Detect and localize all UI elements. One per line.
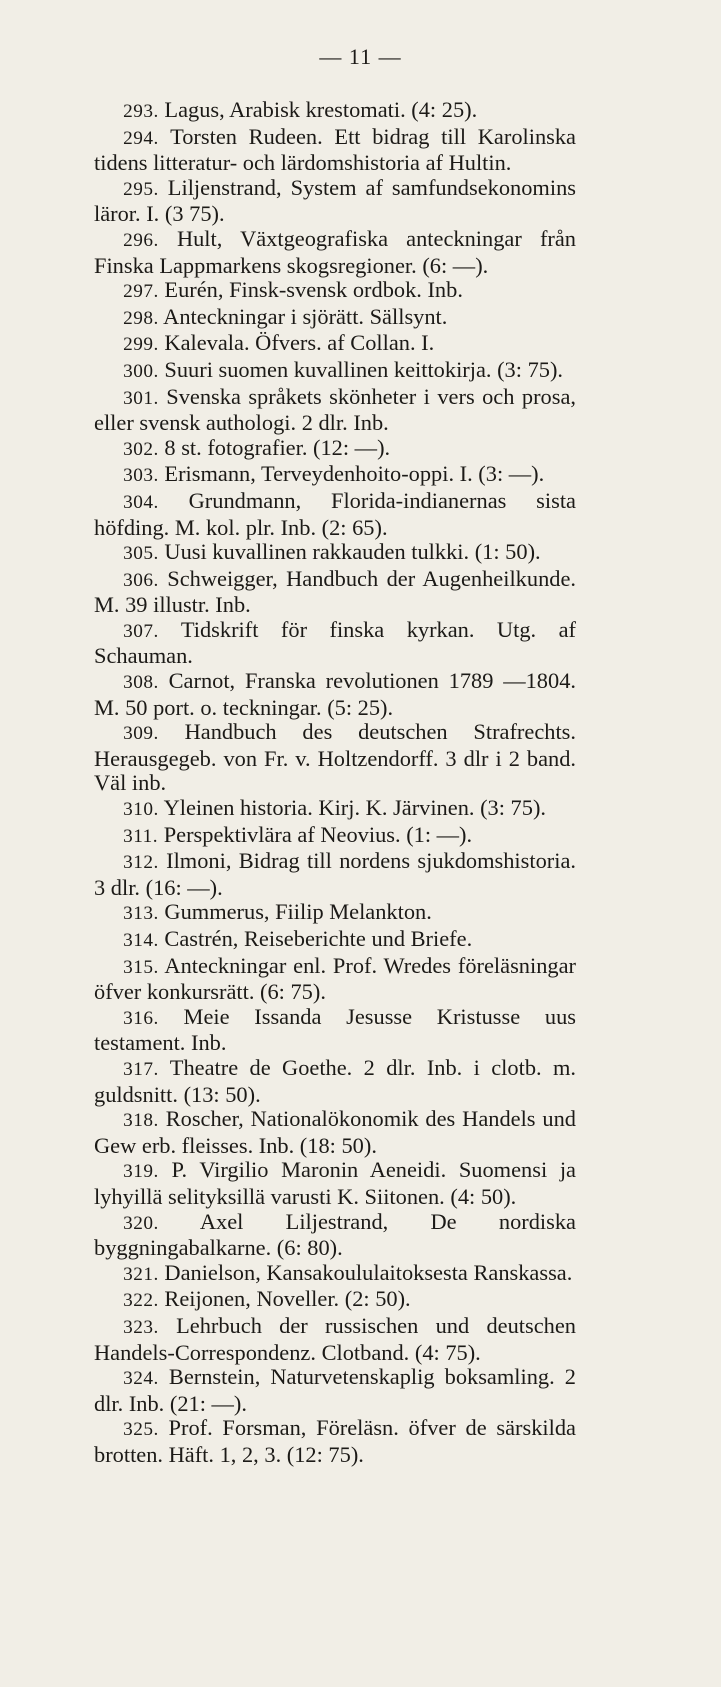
entry-text: Roscher, Nationalökonomik des Handels und Gew erb. fleisses. Inb. (18: 50). — [94, 1106, 576, 1158]
catalog-entry — [94, 125, 576, 176]
catalog-entry — [94, 227, 576, 278]
catalog-entry — [94, 900, 576, 927]
catalog-entry — [94, 849, 576, 900]
entry-number: 304. — [123, 491, 159, 513]
catalog-entry — [94, 1314, 576, 1365]
catalog-entry — [94, 669, 576, 720]
catalog-entry — [94, 567, 576, 618]
entry-number: 313. — [123, 903, 159, 925]
entry-text: Eurén, Finsk-svensk ordbok. Inb. — [164, 277, 463, 303]
entry-number: 324. — [123, 1368, 159, 1390]
entry-text: 8 st. fotografier. (12: —). — [164, 434, 391, 460]
entry-number: 310. — [123, 799, 159, 821]
entry-text: Axel Liljestrand, De nordiska byggningabalkarne. (6: 80). — [94, 1208, 576, 1261]
catalog-entry — [94, 278, 576, 305]
catalog-entry — [94, 1210, 576, 1261]
entry-text: Handbuch des deutschen Strafrechts. Herausgegeb. von Fr. v. Holtzendorff. 3 dlr i 2 band. Väl inb. — [94, 719, 576, 796]
catalog-entry — [94, 1261, 576, 1288]
entry-number: 323. — [123, 1316, 159, 1338]
entry-number: 316. — [123, 1007, 159, 1029]
catalog-entry — [94, 305, 576, 332]
entry-number: 317. — [123, 1058, 159, 1080]
catalog-entry — [94, 1365, 576, 1416]
catalog-entry — [94, 489, 576, 540]
entry-text: Schweigger, Handbuch der Augenheilkunde. M. 39 illustr. Inb. — [94, 565, 576, 618]
entry-number: 321. — [123, 1263, 159, 1285]
entry-text: Lehrbuch der russischen und deutschen Handels-Correspondenz. Clotband. (4: 75). — [94, 1312, 576, 1365]
page-number: — 11 — — [319, 44, 402, 69]
catalog-entry — [94, 618, 576, 669]
entry-number: 299. — [123, 334, 159, 356]
catalog-entry — [94, 823, 576, 850]
entry-text: Anteckningar i sjörätt. Sällsynt. — [163, 303, 448, 329]
entry-number: 309. — [123, 723, 159, 745]
catalog-entry — [94, 176, 576, 227]
entry-number: 322. — [123, 1290, 159, 1312]
catalog-entry — [94, 720, 576, 796]
entry-text: Bernstein, Naturvetenskaplig boksamling. 2 dlr. Inb. (21: —). — [94, 1364, 576, 1416]
entry-text: Prof. Forsman, Föreläsn. öfver de särskilda brotten. Häft. 1, 2, 3. (12: 75). — [94, 1415, 576, 1467]
catalog-entry — [94, 1287, 576, 1314]
entry-number: 308. — [123, 672, 159, 694]
entry-number: 307. — [123, 620, 159, 642]
entry-number: 295. — [123, 178, 159, 200]
entry-number: 315. — [123, 956, 159, 978]
entry-number: 294. — [123, 127, 159, 149]
entry-number: 314. — [123, 930, 159, 951]
entry-list — [94, 98, 576, 1467]
catalog-entry — [94, 1158, 576, 1209]
catalog-entry — [94, 331, 576, 358]
entry-text: Meie Issanda Jesusse Kristusse uus testament. Inb. — [94, 1003, 576, 1056]
catalog-entry — [94, 462, 576, 489]
entry-number: 305. — [123, 543, 159, 565]
catalog-entry — [94, 796, 576, 823]
entry-text: Hult, Växtgeografiska anteckningar från Finska Lappmarkens skogsregioner. (6: —). — [94, 225, 576, 278]
entry-text: Svenska språkets skönheter i vers och prosa, eller svensk authologi. 2 dlr. Inb. — [94, 383, 576, 436]
catalog-entry — [94, 436, 576, 463]
entry-text: Torsten Rudeen. Ett bidrag till Karolinska tidens litteratur- och lärdomshistoria af Hultin. — [94, 123, 576, 176]
entry-text: Erismann, Terveydenhoito-oppi. I. (3: —). — [164, 461, 545, 487]
entry-text: Reijonen, Noveller. (2: 50). — [164, 1286, 411, 1312]
entry-number: 302. — [123, 438, 159, 460]
catalog-entry — [94, 954, 576, 1005]
entry-number: 319. — [123, 1161, 159, 1183]
entry-text: Danielson, Kansakoululaitoksesta Ranskassa. — [164, 1259, 573, 1285]
entry-text: P. Virgilio Maronin Aeneidi. Suomensi ja lyhyillä selityksillä varusti K. Siitonen. (4: 50). — [94, 1157, 576, 1209]
catalog-entry — [94, 1107, 576, 1158]
entry-number: 303. — [123, 465, 159, 487]
catalog-entry — [94, 927, 576, 954]
entry-text: Lagus, Arabisk krestomati. (4: 25). — [164, 97, 478, 122]
catalog-entry — [94, 540, 576, 567]
entry-number: 311. — [123, 825, 159, 847]
catalog-entry — [94, 98, 576, 125]
entry-text: Tidskrift för finska kyrkan. Utg. af Schauman. — [94, 616, 576, 669]
entry-text: Carnot, Franska revolutionen 1789 —1804. M. 50 port. o. teckningar. (5: 25). — [94, 668, 576, 720]
entry-text: Uusi kuvallinen rakkauden tulkki. (1: 50). — [164, 539, 541, 565]
entry-text: Theatre de Goethe. 2 dlr. Inb. i clotb. m. guldsnitt. (13: 50). — [94, 1054, 576, 1107]
entry-number: 312. — [123, 852, 159, 874]
entry-text: Liljenstrand, System af samfundsekonomins läror. I. (3 75). — [94, 174, 576, 227]
entry-number: 300. — [123, 360, 159, 382]
catalog-entry — [94, 1005, 576, 1056]
entry-number: 325. — [123, 1419, 159, 1441]
entry-number: 296. — [123, 229, 159, 251]
entry-number: 301. — [123, 387, 159, 409]
entry-number: 297. — [123, 281, 159, 303]
entry-text: Suuri suomen kuvallinen keittokirja. (3: 75). — [164, 356, 564, 382]
entry-text: Yleinen historia. Kirj. K. Järvinen. (3: 75). — [163, 795, 547, 821]
catalog-entry — [94, 1056, 576, 1107]
catalog-entry — [94, 1416, 576, 1467]
entry-text: Gummerus, Fiilip Melankton. — [164, 899, 432, 925]
entry-text: Ilmoni, Bidrag till nordens sjukdomshistoria. 3 dlr. (16: —). — [94, 848, 576, 900]
entry-number: 298. — [123, 307, 159, 329]
entry-number: 293. — [123, 101, 159, 122]
entry-number: 320. — [123, 1212, 159, 1234]
entry-text: Castrén, Reiseberichte und Briefe. — [164, 926, 473, 951]
entry-number: 318. — [123, 1110, 159, 1132]
entry-text: Kalevala. Öfvers. af Collan. I. — [164, 330, 435, 356]
entry-text: Anteckningar enl. Prof. Wredes föreläsningar öfver konkursrätt. (6: 75). — [94, 952, 576, 1005]
entry-text: Perspektivlära af Neovius. (1: —). — [163, 821, 473, 847]
entry-text: Grundmann, Florida-indianernas sista höfding. M. kol. plr. Inb. (2: 65). — [94, 487, 576, 540]
catalog-entry — [94, 385, 576, 436]
catalog-entry — [94, 358, 576, 385]
entry-number: 306. — [123, 569, 159, 591]
